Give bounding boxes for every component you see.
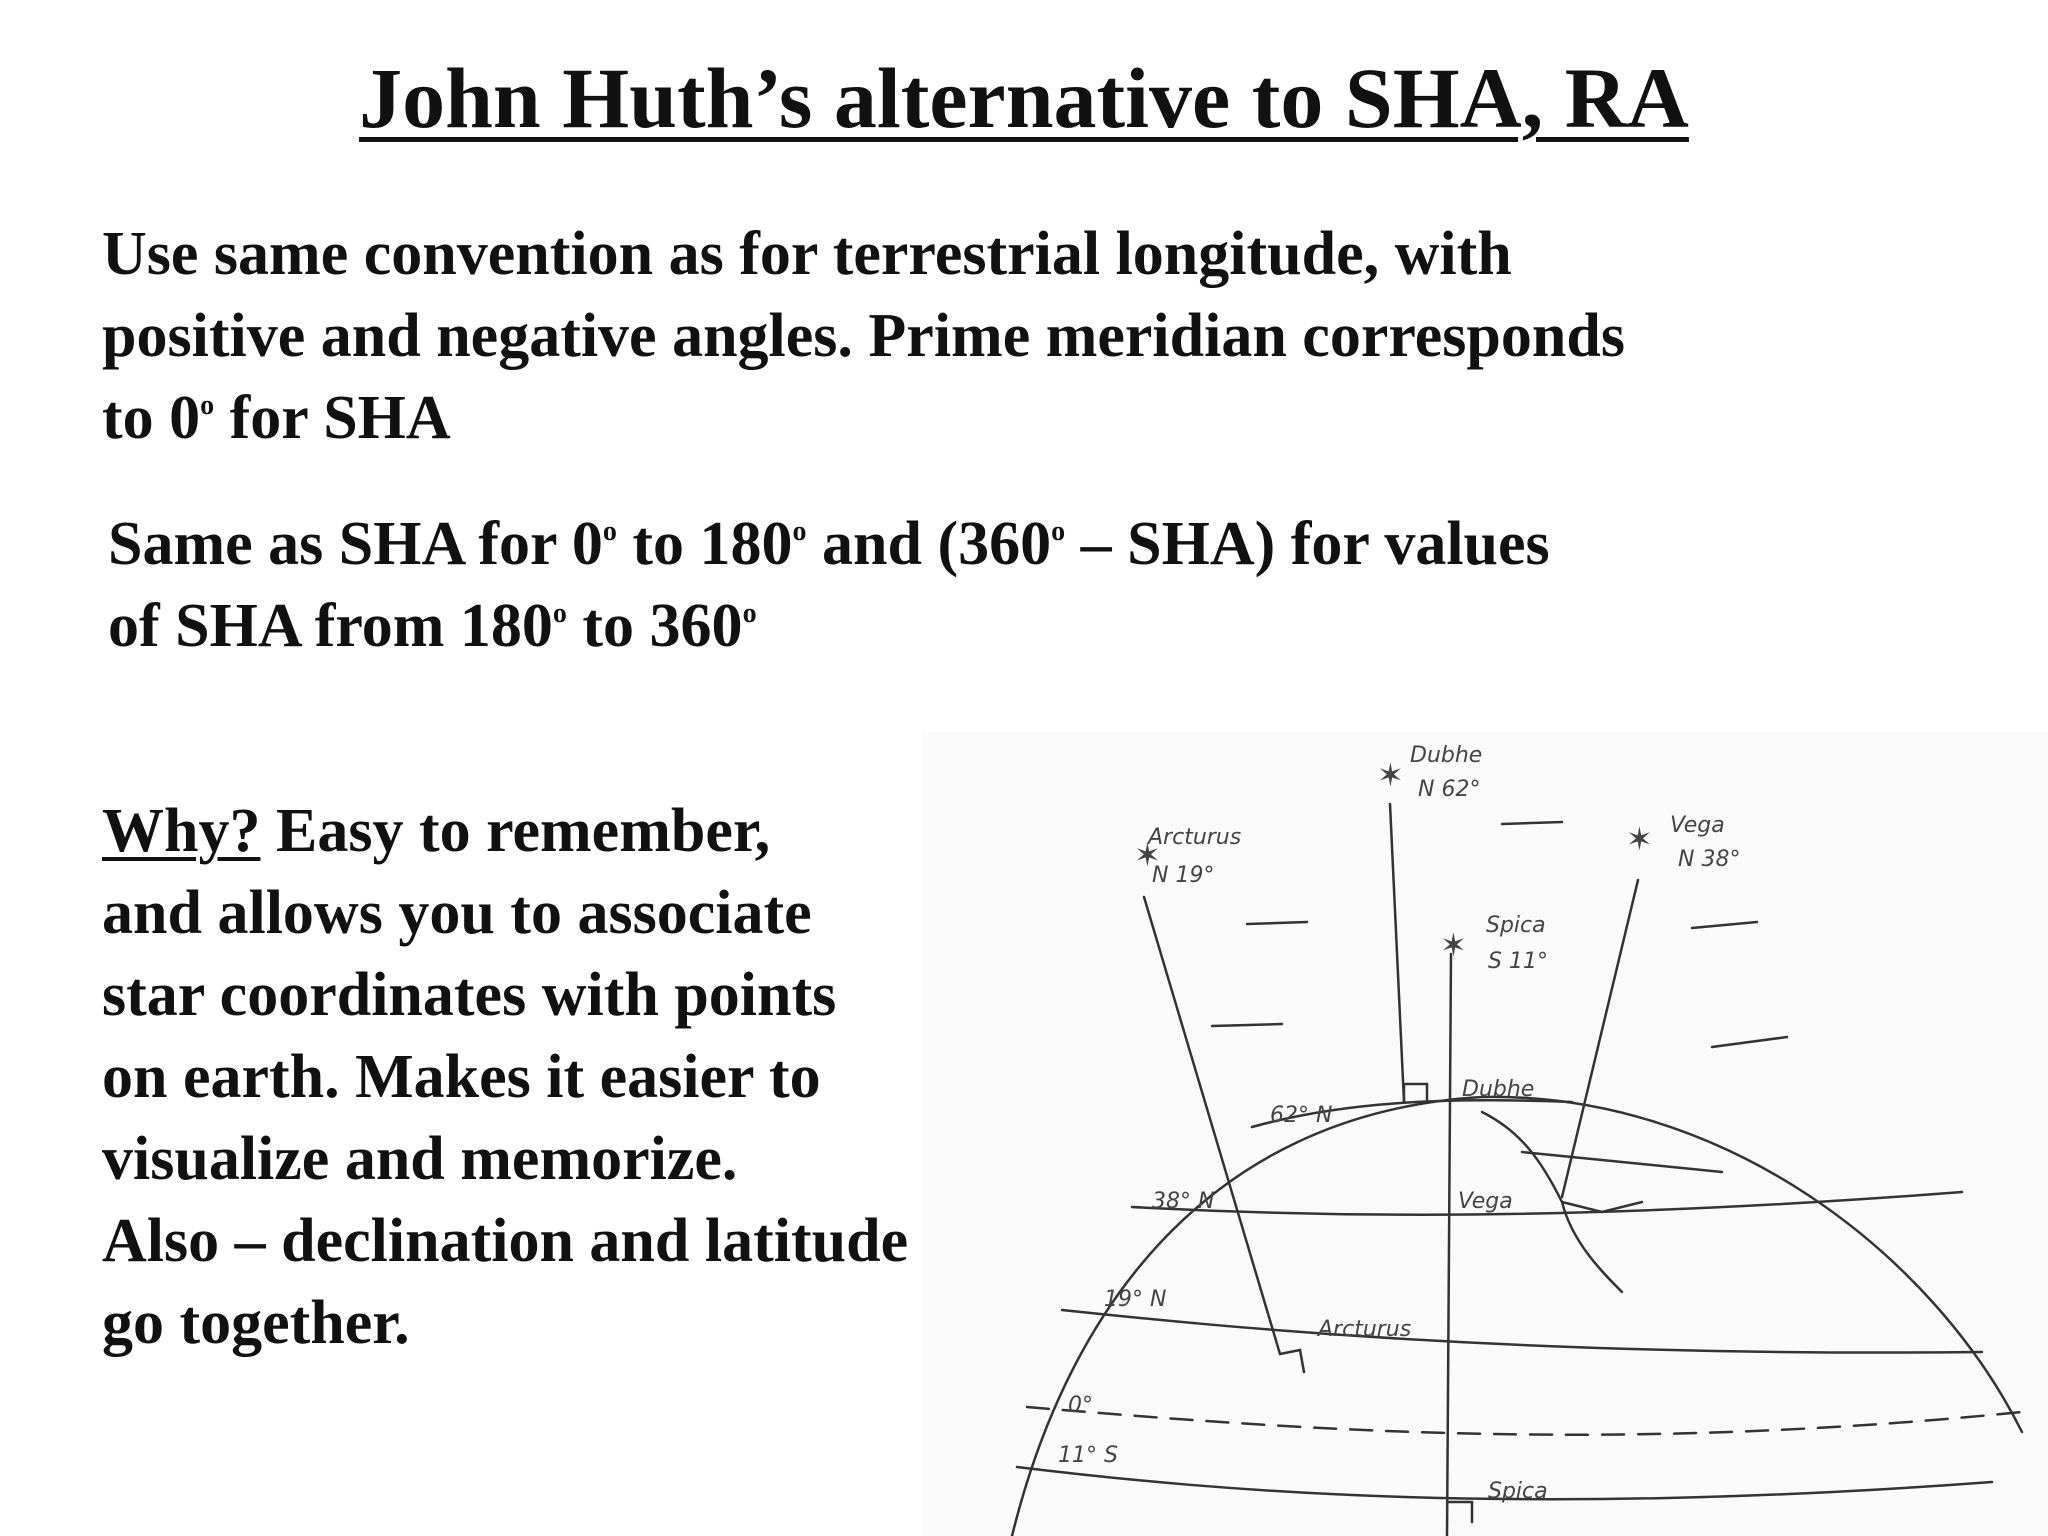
latitude-19-label: 19° N bbox=[1104, 1287, 1167, 1312]
vega-label: Vega bbox=[1670, 813, 1725, 838]
degree-mark: o bbox=[602, 516, 617, 547]
text-fragment: for SHA bbox=[214, 384, 451, 452]
vega-sightline bbox=[1562, 880, 1638, 1197]
star-dash bbox=[1247, 922, 1307, 924]
why-line-1 bbox=[102, 790, 908, 872]
latitude-62-label: 62° N bbox=[1270, 1103, 1333, 1128]
why-line-6: Also – declination and latitude bbox=[102, 1207, 909, 1275]
slide-title bbox=[0, 48, 2048, 148]
spica-ground-label: Spica bbox=[1488, 1479, 1548, 1504]
dubhe-ground-label: Dubhe bbox=[1462, 1077, 1535, 1102]
arcturus-dec: N 19° bbox=[1152, 863, 1215, 888]
text-fragment: to 0 bbox=[102, 384, 201, 452]
spica-ground-marker bbox=[1447, 1502, 1472, 1522]
degree-mark: o bbox=[792, 516, 807, 547]
dubhe-sightline bbox=[1390, 804, 1404, 1102]
arcturus-star-icon: ✶ bbox=[1134, 836, 1161, 874]
globe-outline bbox=[1012, 1097, 2022, 1536]
coastline-sketch bbox=[1482, 1112, 1722, 1292]
convention-paragraph bbox=[102, 213, 1625, 459]
why-line-5: visualize and memorize. bbox=[102, 1125, 738, 1193]
arcturus-ground-label: Arcturus bbox=[1318, 1317, 1412, 1342]
latitude-19-line bbox=[1062, 1310, 1982, 1353]
star-dash bbox=[1212, 1024, 1282, 1026]
degree-mark: o bbox=[552, 598, 567, 629]
latitude-11s-label: 11° S bbox=[1058, 1443, 1118, 1468]
vega-dec: N 38° bbox=[1678, 847, 1741, 872]
latitude-38-line bbox=[1132, 1192, 1962, 1215]
star-globe-sketch bbox=[922, 732, 2048, 1536]
why-line-3: star coordinates with points bbox=[102, 961, 837, 1029]
vega-ground-label: Vega bbox=[1458, 1189, 1513, 1214]
spica-star-icon: ✶ bbox=[1440, 926, 1467, 964]
degree-mark: o bbox=[1051, 516, 1066, 547]
star-dash bbox=[1712, 1037, 1787, 1047]
arcturus-ground-marker bbox=[1280, 1350, 1304, 1372]
text-fragment: to 360 bbox=[566, 592, 743, 660]
text-fragment: and (360 bbox=[806, 510, 1052, 578]
why-line-4: on earth. Makes it easier to bbox=[102, 1043, 821, 1111]
text-fragment: to 180 bbox=[616, 510, 793, 578]
arcturus-label: Arcturus bbox=[1148, 825, 1242, 850]
latitude-38-label: 38° N bbox=[1152, 1189, 1215, 1214]
convention-line-3 bbox=[102, 377, 1625, 459]
dubhe-dec: N 62° bbox=[1418, 777, 1481, 802]
dubhe-star-icon: ✶ bbox=[1377, 756, 1404, 794]
spica-sightline bbox=[1447, 954, 1451, 1536]
text-fragment: Easy to remember, bbox=[260, 797, 771, 865]
equator-label: 0° bbox=[1068, 1393, 1093, 1418]
why-line-7: go together. bbox=[102, 1289, 410, 1357]
sha-rule-line-2 bbox=[108, 585, 1550, 667]
dubhe-ground-marker bbox=[1404, 1084, 1427, 1102]
spica-dec: S 11° bbox=[1488, 949, 1548, 974]
convention-line-2: positive and negative angles. Prime meridian corresponds bbox=[102, 302, 1625, 370]
why-line-2: and allows you to associate bbox=[102, 879, 812, 947]
star-dash bbox=[1502, 822, 1562, 824]
degree-mark: o bbox=[200, 390, 215, 421]
text-fragment: Same as SHA for 0 bbox=[108, 510, 603, 578]
why-paragraph bbox=[102, 790, 908, 1364]
convention-line-1: Use same convention as for terrestrial longitude, with bbox=[102, 220, 1512, 288]
equator-line bbox=[1027, 1407, 2022, 1435]
degree-mark: o bbox=[742, 598, 757, 629]
title-text: John Huth’s alternative to SHA, RA bbox=[359, 50, 1689, 146]
vega-star-icon: ✶ bbox=[1626, 820, 1653, 858]
sha-rule-line-1 bbox=[108, 503, 1550, 585]
dubhe-label: Dubhe bbox=[1410, 743, 1483, 768]
text-fragment: of SHA from 180 bbox=[108, 592, 553, 660]
star-dash bbox=[1692, 922, 1757, 928]
sha-rule-paragraph bbox=[108, 503, 1550, 667]
why-label: Why? bbox=[102, 797, 261, 865]
text-fragment: – SHA) for values bbox=[1065, 510, 1550, 578]
spica-label: Spica bbox=[1486, 913, 1546, 938]
